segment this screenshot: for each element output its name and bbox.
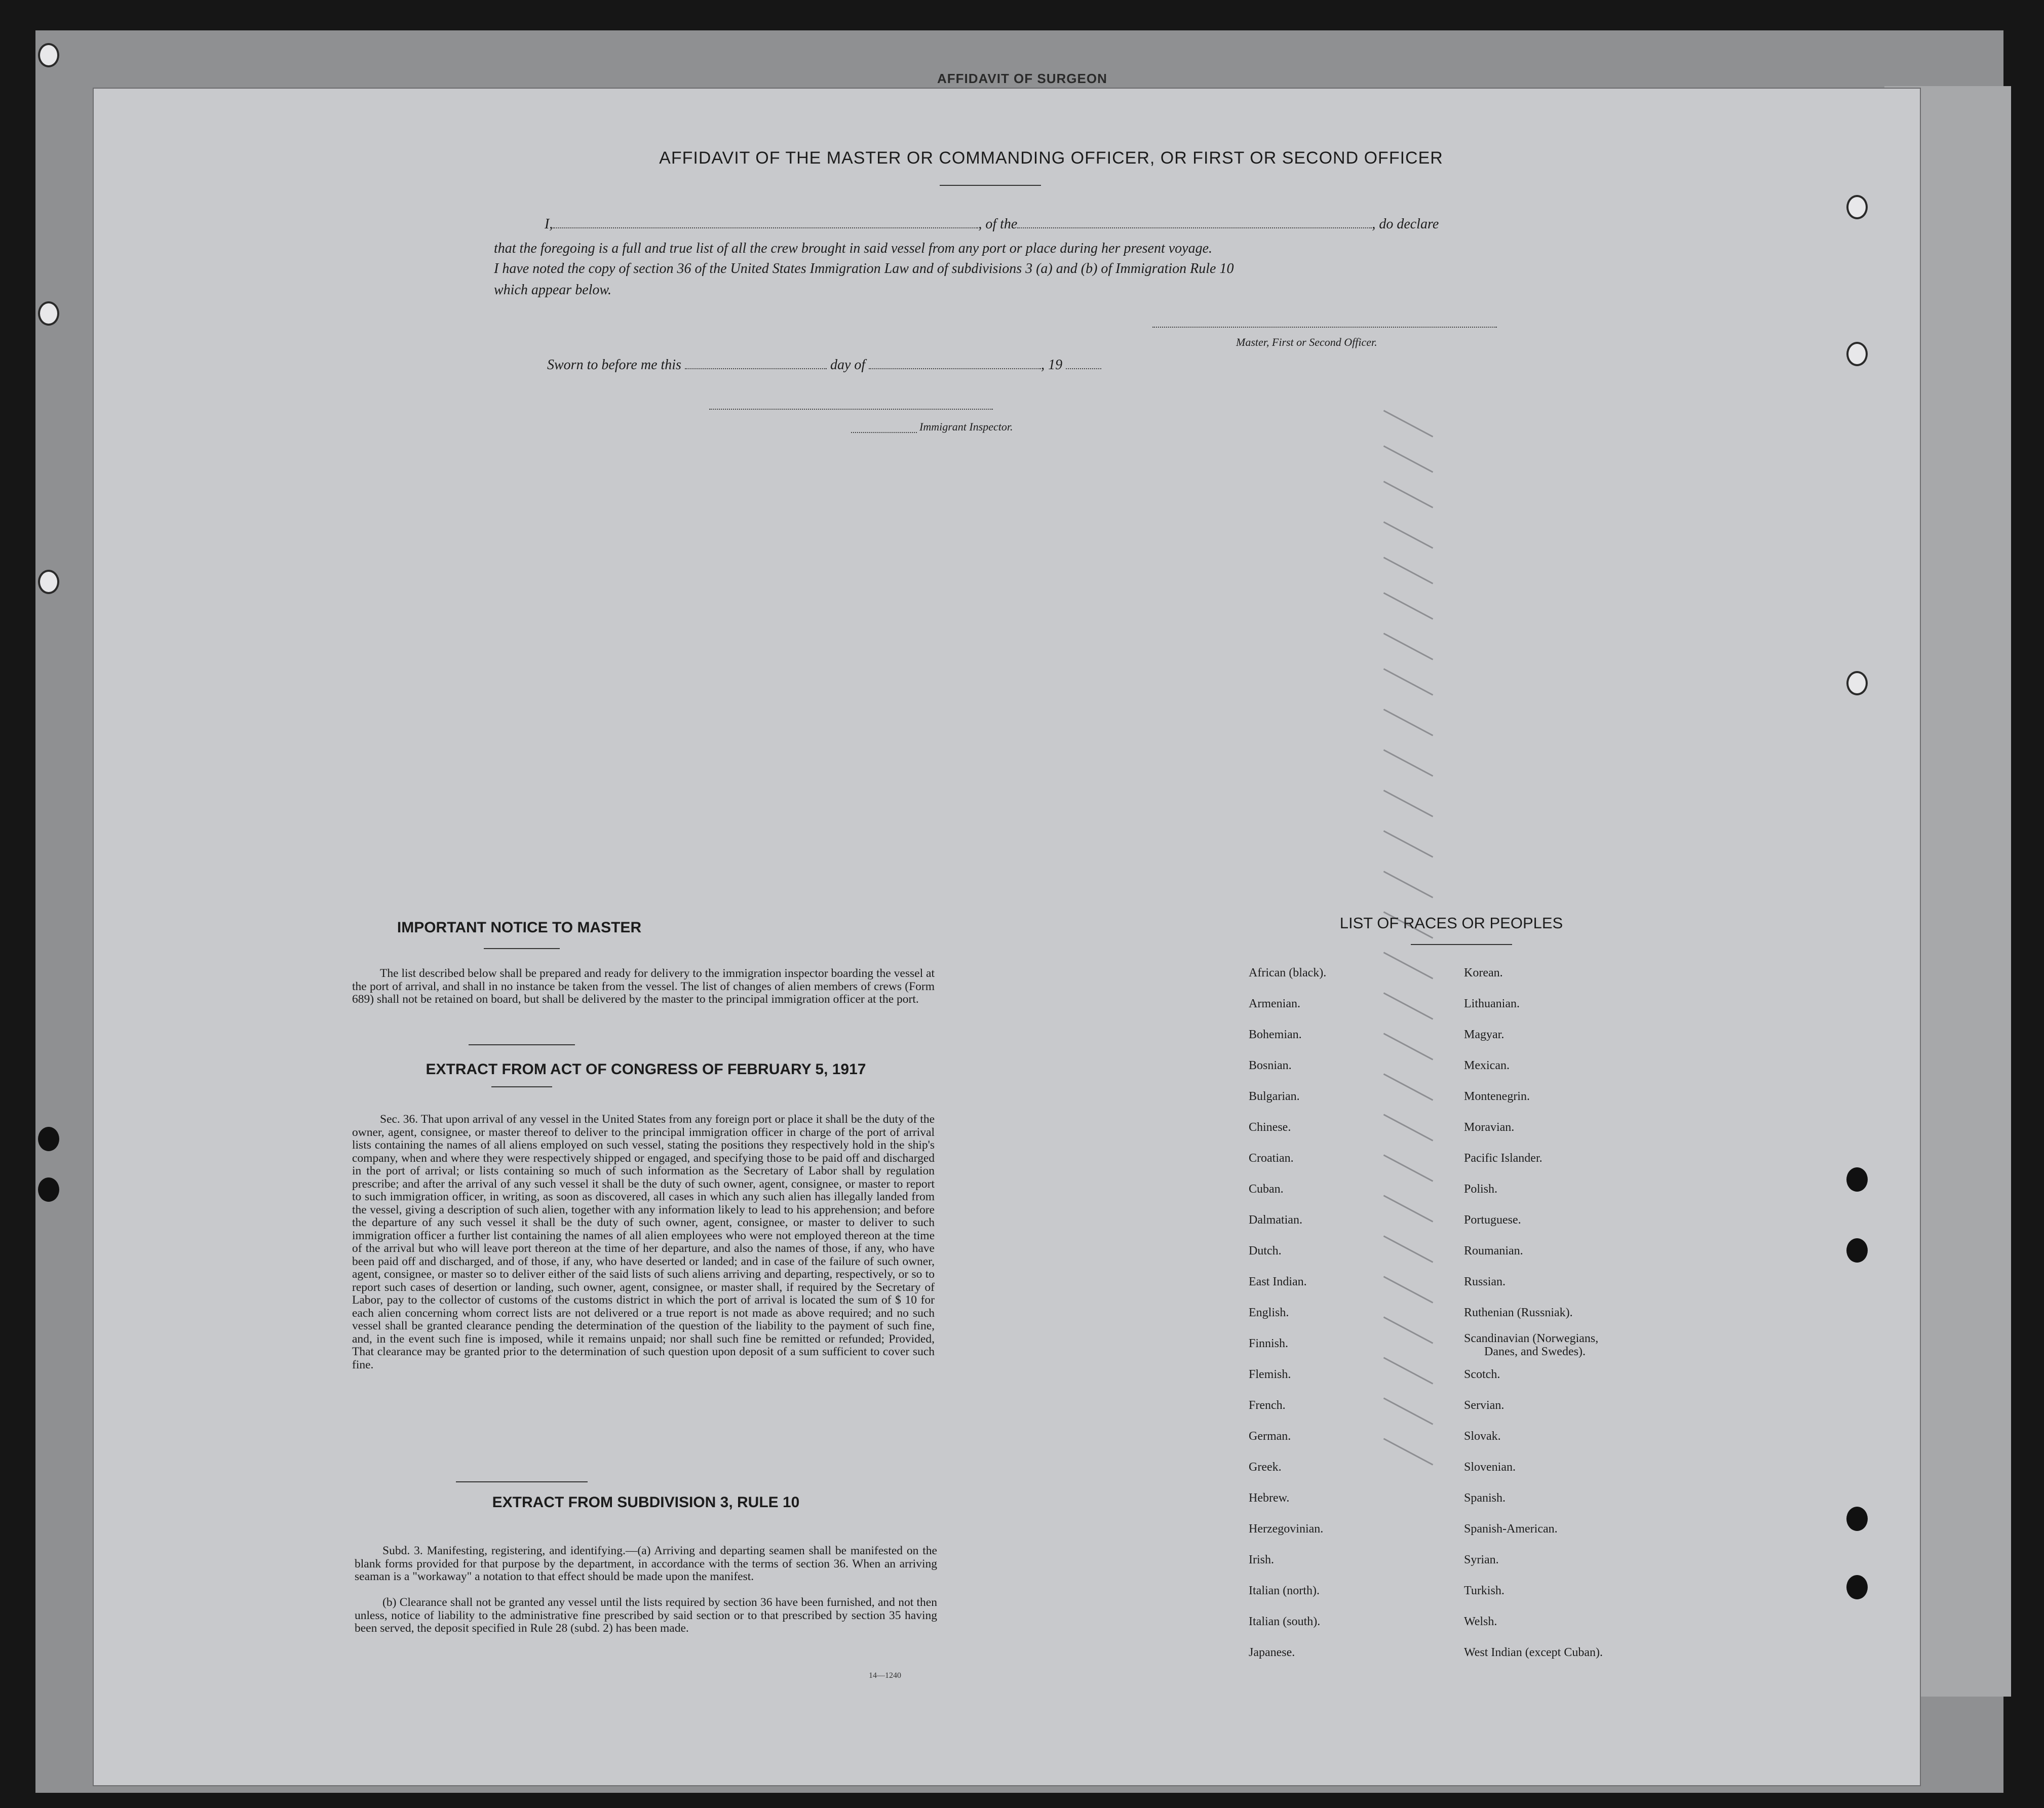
- race-item: Italian (south).: [1249, 1615, 1321, 1628]
- race-item: Welsh.: [1464, 1615, 1497, 1628]
- document-page: [94, 89, 1920, 1785]
- inspector-blank[interactable]: [709, 409, 993, 410]
- race-item: Servian.: [1464, 1399, 1505, 1412]
- race-item: Polish.: [1464, 1183, 1498, 1196]
- punch-hole: [38, 1177, 59, 1202]
- race-item: Russian.: [1464, 1275, 1506, 1288]
- race-item: Scandinavian (Norwegians,: [1464, 1332, 1599, 1345]
- race-item: African (black).: [1249, 966, 1327, 979]
- punch-hole: [1846, 1167, 1868, 1192]
- race-item: Ruthenian (Russniak).: [1464, 1306, 1573, 1319]
- race-item: Cuban.: [1249, 1183, 1284, 1196]
- race-item: Turkish.: [1464, 1584, 1505, 1597]
- rule10-text-a: Subd. 3. Manifesting, registering, and identifying.—(a) Arriving and departing seamen shall be manifested on the blank forms provided for that purpose by the department, in accordance with the terms of section 36. When an arriving seaman is a "workaway" a notation to that effect should be made upon the manifest.: [355, 1544, 937, 1583]
- affidavit-text-line: that the foregoing is a full and true list of all the crew brought in said vessel from any port or place during her present voyage.: [494, 241, 1213, 256]
- affidavit-of-the: , of the: [978, 216, 1018, 232]
- race-item: English.: [1249, 1306, 1289, 1319]
- act-title: EXTRACT FROM ACT OF CONGRESS OF FEBRUARY 5, 1917: [426, 1061, 866, 1078]
- signature-label: Master, First or Second Officer.: [1236, 336, 1377, 348]
- title-rule: [940, 185, 1041, 186]
- form-number: 14—1240: [869, 1671, 901, 1680]
- punch-hole: [38, 301, 59, 326]
- name-blank[interactable]: [553, 227, 978, 228]
- back-sheet-header: AFFIDAVIT OF SURGEON: [937, 71, 1107, 86]
- punch-hole: [1846, 1507, 1868, 1531]
- race-item: East Indian.: [1249, 1275, 1307, 1288]
- notice-rule-bottom: [469, 1044, 575, 1045]
- race-item: Slovenian.: [1464, 1461, 1516, 1474]
- race-item: Moravian.: [1464, 1121, 1515, 1134]
- race-item: Syrian.: [1464, 1553, 1499, 1566]
- race-item: Bohemian.: [1249, 1028, 1302, 1041]
- affidavit-title: AFFIDAVIT OF THE MASTER OR COMMANDING OFFICER, OR FIRST OR SECOND OFFICER: [659, 148, 1443, 168]
- race-item: Japanese.: [1249, 1646, 1295, 1659]
- affidavit-text-line: which appear below.: [494, 282, 612, 298]
- race-item: Spanish.: [1464, 1491, 1506, 1505]
- sworn-line: [547, 357, 1307, 373]
- race-item: Mexican.: [1464, 1059, 1510, 1072]
- race-item: Hebrew.: [1249, 1491, 1290, 1505]
- rule10-title: EXTRACT FROM SUBDIVISION 3, RULE 10: [492, 1494, 800, 1511]
- race-item: Slovak.: [1464, 1430, 1501, 1443]
- notice-rule: [484, 948, 560, 949]
- month-blank[interactable]: [869, 368, 1041, 369]
- race-item: Dalmatian.: [1249, 1213, 1302, 1227]
- inspector-label: Immigrant Inspector.: [919, 420, 1013, 433]
- inspector-blank-short[interactable]: [851, 432, 917, 433]
- race-item: Scotch.: [1464, 1368, 1500, 1381]
- race-item: German.: [1249, 1430, 1291, 1443]
- race-item: West Indian (except Cuban).: [1464, 1646, 1603, 1659]
- race-item: Italian (north).: [1249, 1584, 1320, 1597]
- punch-hole: [1846, 1575, 1868, 1599]
- race-item: Croatian.: [1249, 1152, 1294, 1165]
- act-rule: [491, 1086, 552, 1087]
- race-item: Magyar.: [1464, 1028, 1505, 1041]
- races-rule: [1411, 944, 1512, 945]
- notice-title: IMPORTANT NOTICE TO MASTER: [397, 919, 642, 936]
- race-item: French.: [1249, 1399, 1286, 1412]
- year-blank[interactable]: [1066, 368, 1101, 369]
- race-item: Dutch.: [1249, 1244, 1282, 1257]
- year-text: , 19: [1041, 357, 1063, 373]
- race-item: Roumanian.: [1464, 1244, 1523, 1257]
- act-text: Sec. 36. That upon arrival of any vessel in the United States from any foreign port or place it shall be the duty of the owner, agent, consignee, or master thereof to deliver to the principal immigration officer in charge of the port of arrival lists containing the names of all aliens employed on such vessel, stating the positions they respectively hold in the ship's company, when and where they were respectively shipped or engaged, and specifying those to be paid off and discharged in the port of arrival; or lists containing so much of such information as the Secretary of Labor shall by regulation prescribe; and after the arrival of any such vessel it shall be the duty of such owner, agent, consignee, or master to report to such immigration officer, in writing, as soon as discovered, all cases in which any such alien has illegally landed from the vessel, giving a description of such alien, together with any information likely to lead to his apprehension; and before the departure of any such vessel it shall be the duty of such owner, agent, consignee, or master to deliver to such immigration officer a further list containing the names of all alien employees who were not employed thereon at the time of the arrival but who will leave port thereon at the time of her departure, and also the names of those, if any, who have been paid off and discharged, and of those, if any, who have deserted or landed; and in case of the failure of such owner, agent, consignee, or master so to deliver either of the said lists of such aliens arriving and departing, respectively, or so to report such cases of desertion or landing, such owner, agent, consignee, or master shall, if required by the Secretary of Labor, pay to the collector of customs of the customs district in which the port of arrival is located the sum of $ 10 for each alien concerning whom correct lists are not delivered or a true report is not made as above required; and no such vessel shall be granted clearance pending the determination of the question of the liability to the payment of such fine, and, in the event such fine is imposed, while it remains unpaid; nor shall such fine be remitted or refunded; Provided, That clearance may be granted prior to the determination of such question upon deposit of a sum sufficient to cover such fine.: [352, 1113, 935, 1371]
- day-blank[interactable]: [685, 368, 827, 369]
- punch-hole: [38, 570, 59, 594]
- race-item: Lithuanian.: [1464, 997, 1520, 1010]
- punch-hole: [1846, 671, 1868, 695]
- day-of-text: day of: [830, 357, 866, 373]
- notice-text: The list described below shall be prepared and ready for delivery to the immigration inspector boarding the vessel at the port of arrival, and shall in no instance be taken from the vessel. The list of changes of alien members of crews (Form 689) shall not be retained on board, but shall be delivered by the master to the principal immigration officer at the port.: [352, 967, 935, 1006]
- sworn-text: Sworn to before me this: [547, 357, 681, 373]
- races-title: LIST OF RACES OR PEOPLES: [1339, 914, 1563, 932]
- race-item: Pacific Islander.: [1464, 1152, 1542, 1165]
- race-item: Finnish.: [1249, 1337, 1289, 1350]
- affidavit-text-line: I have noted the copy of section 36 of the United States Immigration Law and of subdivisions 3 (a) and (b) of Immigration Rule 10: [494, 261, 1234, 277]
- affidavit-i: I,: [545, 216, 553, 232]
- race-item: Montenegrin.: [1464, 1090, 1530, 1103]
- race-item: Bosnian.: [1249, 1059, 1292, 1072]
- punch-hole: [38, 43, 59, 67]
- affidavit-declaration-line: [494, 216, 1497, 232]
- race-item: Flemish.: [1249, 1368, 1291, 1381]
- punch-hole: [1846, 195, 1868, 219]
- race-item: Irish.: [1249, 1553, 1274, 1566]
- race-item: Herzegovinian.: [1249, 1522, 1324, 1536]
- race-item: Armenian.: [1249, 997, 1300, 1010]
- act-rule-bottom: [456, 1481, 588, 1482]
- punch-hole: [38, 1127, 59, 1151]
- race-item: Bulgarian.: [1249, 1090, 1300, 1103]
- race-item: Korean.: [1464, 966, 1503, 979]
- race-item: Danes, and Swedes).: [1484, 1345, 1586, 1358]
- signature-blank[interactable]: [1152, 327, 1497, 328]
- vessel-blank[interactable]: [1017, 227, 1372, 228]
- race-item: Greek.: [1249, 1461, 1282, 1474]
- affidavit-declare: , do declare: [1372, 216, 1439, 232]
- race-item: Chinese.: [1249, 1121, 1291, 1134]
- race-item: Spanish-American.: [1464, 1522, 1558, 1536]
- race-item: Portuguese.: [1464, 1213, 1521, 1227]
- punch-hole: [1846, 342, 1868, 366]
- punch-hole: [1846, 1238, 1868, 1263]
- rule10-text-b: (b) Clearance shall not be granted any vessel until the lists required by section 36 have been furnished, and not then unless, notice of liability to the administrative fine prescribed by said section or to that prescribed by section 35 having been served, the deposit specified in Rule 28 (subd. 2) has been made.: [355, 1596, 937, 1635]
